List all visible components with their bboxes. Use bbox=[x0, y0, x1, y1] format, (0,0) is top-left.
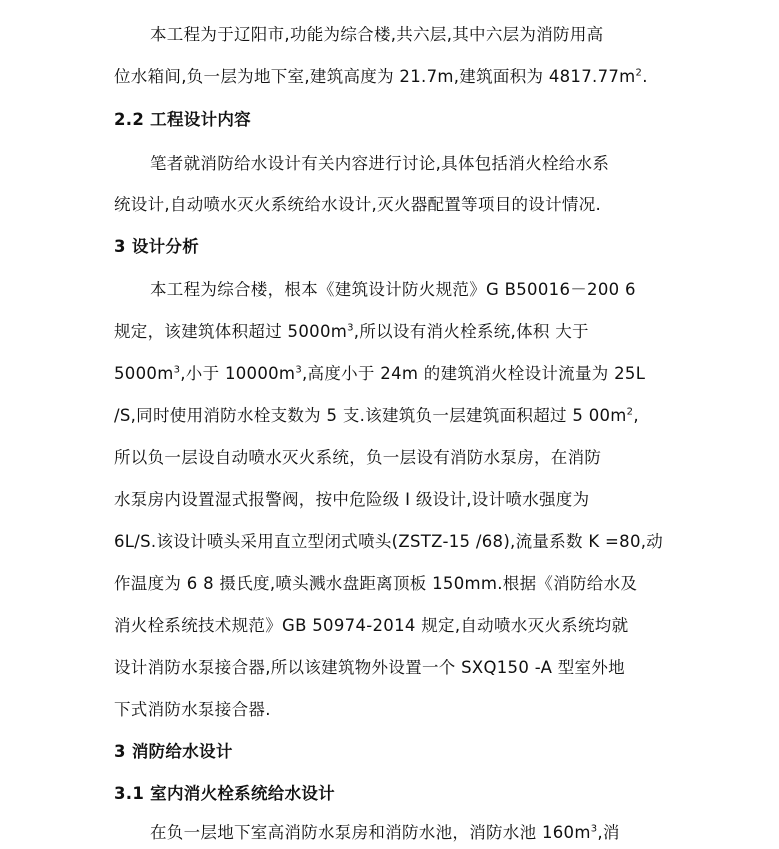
superscript: 3 bbox=[590, 823, 598, 835]
paragraph-1-line-1: 本工程为于辽阳市,功能为综合楼,共六层,其中六层为消防用高 bbox=[150, 25, 604, 44]
superscript: 3 bbox=[173, 364, 181, 376]
section-heading-3: 3 设计分析 bbox=[114, 237, 200, 256]
superscript: 3 bbox=[295, 364, 302, 376]
paragraph-1-line-2 bbox=[114, 66, 739, 88]
text-run: . bbox=[642, 67, 648, 86]
paragraph-3-line-9: 消火栓系统技术规范》GB 50974-2014 规定,自动喷水灭火系统均就 bbox=[114, 616, 629, 635]
paragraph-4-line-1 bbox=[150, 822, 739, 844]
paragraph-2-line-1: 笔者就消防给水设计有关内容进行讨论,具体包括消火栓给水系 bbox=[150, 154, 610, 173]
paragraph-3-line-10: 设计消防水泵接合器,所以该建筑物外设置一个 SXQ150 -A 型室外地 bbox=[114, 658, 625, 677]
paragraph-3-line-1: 本工程为综合楼，根本《建筑设计防火规范》G B50016－200 6 bbox=[150, 280, 636, 299]
section-heading-3-main: 3 消防给水设计 bbox=[114, 742, 233, 761]
section-heading-3-1: 3.1 室内消火栓系统给水设计 bbox=[114, 784, 335, 803]
section-heading-2-2: 2.2 工程设计内容 bbox=[114, 110, 251, 129]
paragraph-3-line-7: 6L/S.该设计喷头采用直立型闭式喷头(ZSTZ-15 /68),流量系数 K =80,动 bbox=[114, 532, 664, 551]
text-run: ,高度小于 24m 的建筑消火栓设计流量为 25L bbox=[301, 364, 646, 383]
text-run: /S,同时使用消防水栓支数为 5 支.该建筑负一层建筑面积超过 5 00m bbox=[114, 406, 627, 425]
superscript: 2 bbox=[635, 67, 643, 79]
superscript: 2 bbox=[626, 406, 634, 418]
text-run: 在负一层地下室高消防水泵房和消防水池，消防水池 160m bbox=[150, 823, 591, 842]
paragraph-3-line-5: 所以负一层设自动喷水灭火系统，负一层设有消防水泵房，在消防 bbox=[114, 448, 602, 467]
text-run: ,所以设有消火栓系统,体积 大于 bbox=[353, 322, 589, 341]
paragraph-3-line-4 bbox=[114, 405, 739, 427]
paragraph-3-line-11: 下式消防水泵接合器. bbox=[114, 700, 271, 719]
paragraph-3-line-6: 水泵房内设置湿式报警阀，按中危险级 I 级设计,设计喷水强度为 bbox=[114, 490, 590, 509]
text-run: 规定，该建筑体积超过 5000m bbox=[114, 322, 348, 341]
superscript: 3 bbox=[347, 322, 354, 334]
text-run: 位水箱间,负一层为地下室,建筑高度为 21.7m,建筑面积为 4817.77m bbox=[114, 67, 636, 86]
paragraph-3-line-2 bbox=[114, 321, 739, 343]
paragraph-3-line-3 bbox=[114, 363, 739, 385]
paragraph-3-line-8: 作温度为 6 8 摄氏度,喷头溅水盘距离顶板 150mm.根据《消防给水及 bbox=[114, 574, 638, 593]
text-run: ,小于 10000m bbox=[180, 364, 296, 383]
text-run: 5000m bbox=[114, 364, 174, 383]
text-run: , bbox=[633, 406, 639, 425]
paragraph-2-line-2: 统设计,自动喷水灭火系统给水设计,灭火器配置等项目的设计情况. bbox=[114, 195, 602, 214]
text-run: ,消 bbox=[597, 823, 620, 842]
